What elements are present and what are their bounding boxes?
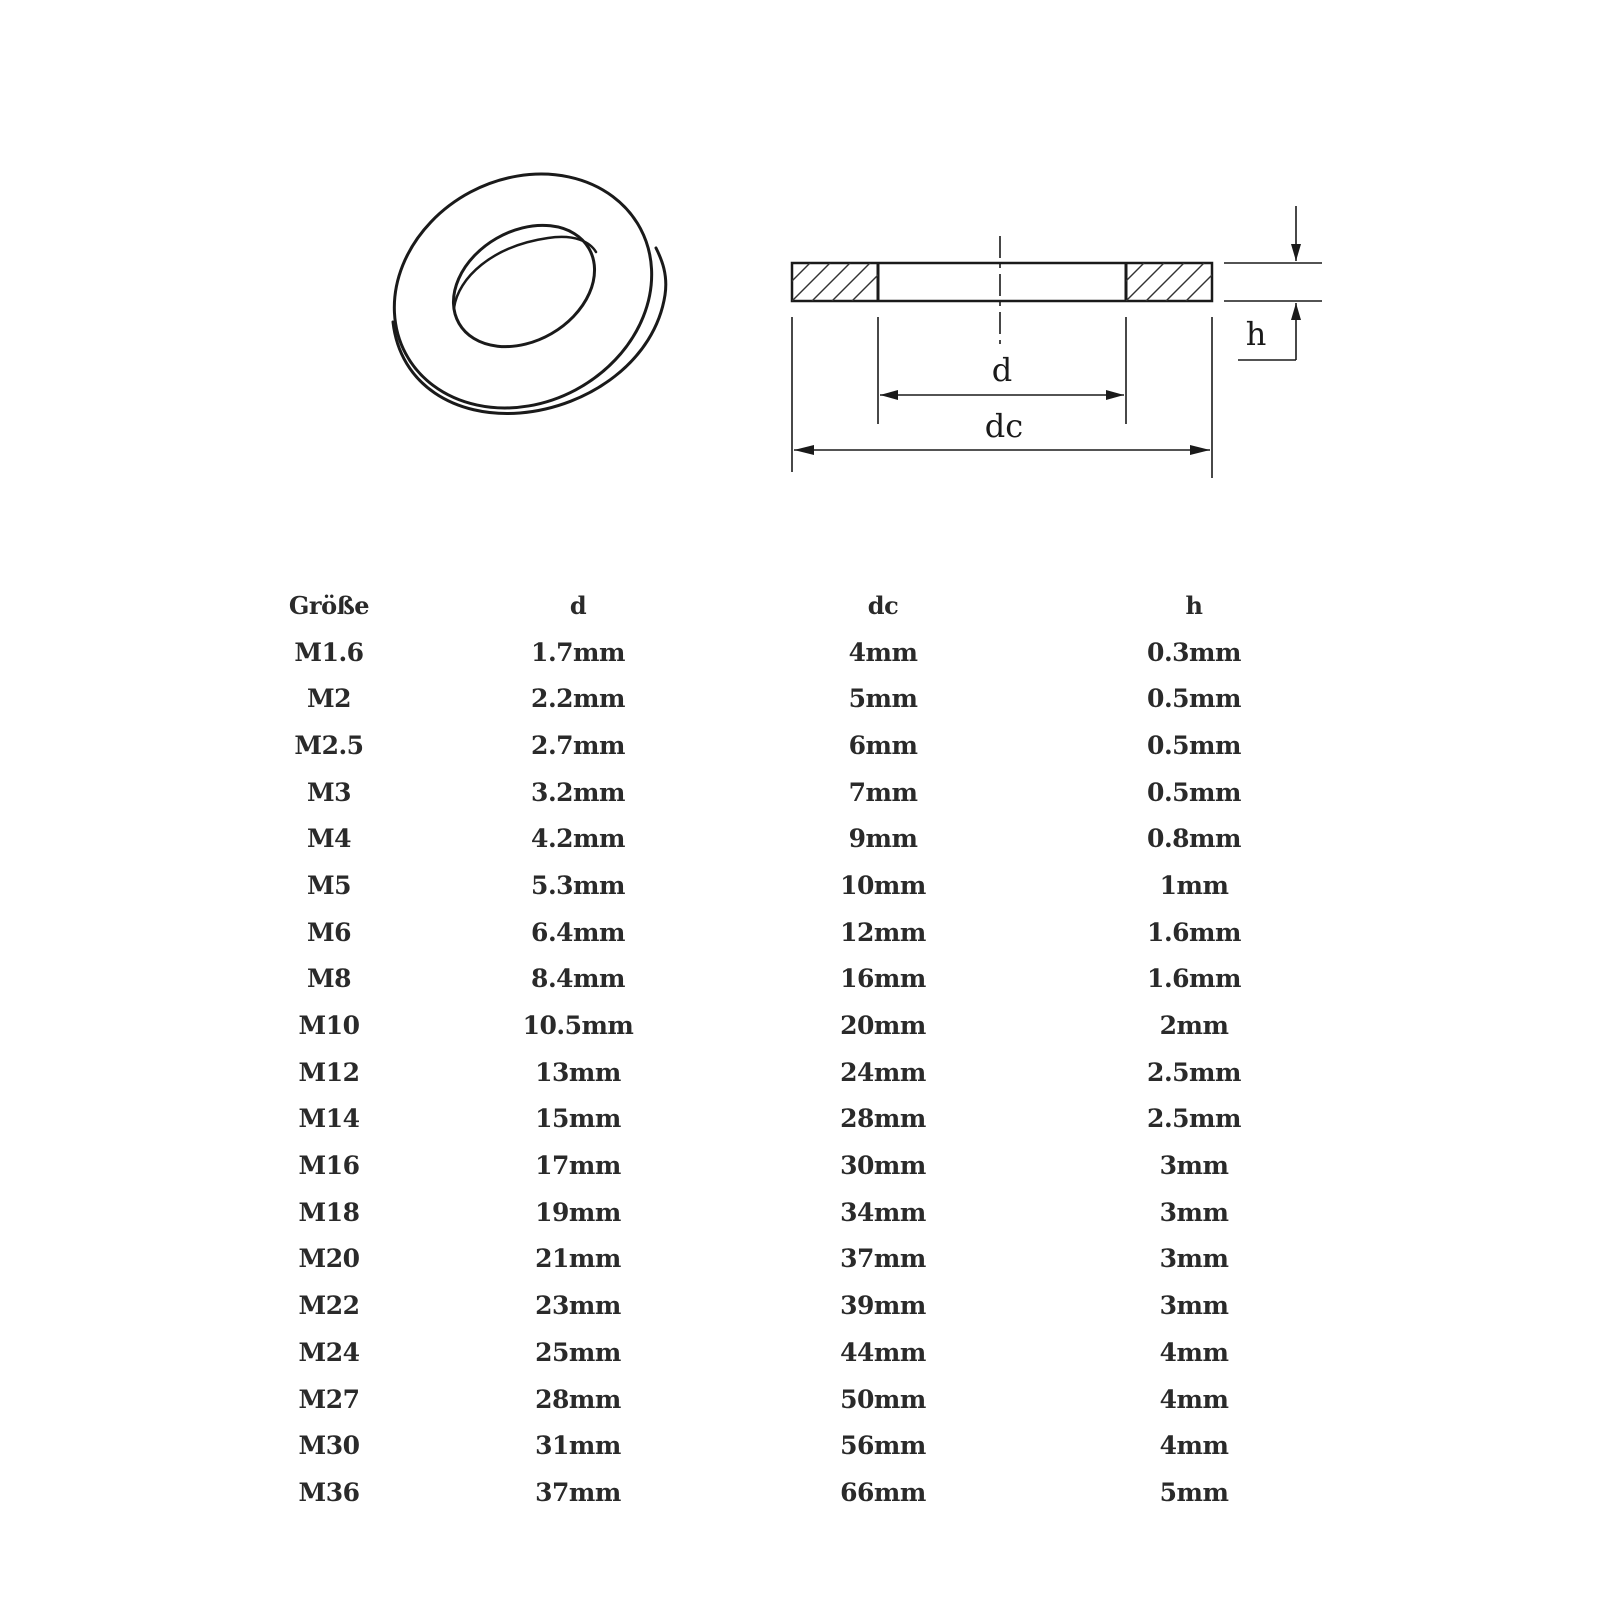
cell-dc: 56mm — [840, 1431, 926, 1461]
cell-size: M27 — [298, 1384, 360, 1414]
cell-d: 37mm — [535, 1477, 621, 1507]
cell-d: 25mm — [535, 1337, 621, 1367]
washer-size-table — [240, 582, 1360, 1516]
header-h: h — [1185, 590, 1203, 620]
cell-dc: 44mm — [840, 1337, 926, 1367]
cell-dc: 10mm — [840, 870, 926, 900]
washer-hole-rim — [432, 201, 617, 371]
cell-dc: 6mm — [848, 730, 918, 760]
cell-dc: 5mm — [848, 684, 918, 714]
cell-dc: 20mm — [840, 1011, 926, 1041]
cell-size: M4 — [306, 824, 352, 854]
cell-size: M12 — [298, 1057, 360, 1087]
cell-size: M30 — [298, 1431, 360, 1461]
table-row — [240, 956, 1360, 1003]
cell-size: M8 — [306, 964, 352, 994]
cell-d: 4.2mm — [531, 824, 625, 854]
cell-h: 3mm — [1159, 1291, 1229, 1321]
cell-dc: 4mm — [848, 637, 918, 667]
cell-dc: 24mm — [840, 1057, 926, 1087]
cell-d: 19mm — [535, 1197, 621, 1227]
washer-bottom-edge — [393, 248, 666, 413]
table-row — [240, 1282, 1360, 1329]
cell-size: M18 — [298, 1197, 360, 1227]
cell-size: M20 — [298, 1244, 360, 1274]
cell-dc: 50mm — [840, 1384, 926, 1414]
header-d: d — [569, 590, 587, 620]
washer-drawing — [0, 0, 1600, 560]
cell-size: M1.6 — [294, 637, 364, 667]
cell-size: M16 — [298, 1151, 360, 1181]
cell-d: 5.3mm — [531, 870, 625, 900]
cell-d: 17mm — [535, 1151, 621, 1181]
cell-dc: 30mm — [840, 1151, 926, 1181]
cell-d: 23mm — [535, 1291, 621, 1321]
cell-h: 2.5mm — [1147, 1057, 1241, 1087]
table-row — [240, 862, 1360, 909]
cell-d: 13mm — [535, 1057, 621, 1087]
table-row — [240, 1142, 1360, 1189]
cell-dc: 28mm — [840, 1104, 926, 1134]
cell-h: 1.6mm — [1147, 917, 1241, 947]
table-row — [240, 675, 1360, 722]
washer-perspective-view — [353, 130, 693, 453]
cell-h: 4mm — [1159, 1384, 1229, 1414]
cell-size: M36 — [298, 1477, 360, 1507]
arrow-dc-left — [794, 445, 814, 455]
cell-dc: 66mm — [840, 1477, 926, 1507]
cell-dc: 12mm — [840, 917, 926, 947]
table-header-row — [240, 582, 1360, 629]
cell-d: 6.4mm — [531, 917, 625, 947]
arrow-h-top — [1291, 244, 1301, 261]
cell-h: 3mm — [1159, 1244, 1229, 1274]
cell-size: M10 — [298, 1011, 360, 1041]
washer-outer-rim — [353, 130, 693, 453]
cell-h: 5mm — [1159, 1477, 1229, 1507]
table-row — [240, 1189, 1360, 1236]
arrow-d-right — [1106, 390, 1124, 400]
cell-dc: 39mm — [840, 1291, 926, 1321]
header-dc: dc — [867, 590, 899, 620]
cell-size: M6 — [306, 917, 352, 947]
cell-d: 15mm — [535, 1104, 621, 1134]
cell-h: 4mm — [1159, 1337, 1229, 1367]
cell-d: 31mm — [535, 1431, 621, 1461]
cell-d: 1.7mm — [531, 637, 625, 667]
cell-size: M2 — [306, 684, 352, 714]
cell-h: 4mm — [1159, 1431, 1229, 1461]
arrow-d-left — [880, 390, 898, 400]
table-row — [240, 769, 1360, 816]
cell-d: 3.2mm — [531, 777, 625, 807]
washer-hole-depth — [454, 237, 596, 308]
cell-dc: 16mm — [840, 964, 926, 994]
cell-dc: 37mm — [840, 1244, 926, 1274]
dimension-label-h: h — [1245, 315, 1267, 353]
header-size: Größe — [288, 590, 370, 620]
cell-d: 10.5mm — [522, 1011, 634, 1041]
cell-h: 3mm — [1159, 1151, 1229, 1181]
table-row — [240, 1049, 1360, 1096]
cell-h: 2mm — [1159, 1011, 1229, 1041]
table-row — [240, 1236, 1360, 1283]
table-row — [240, 1422, 1360, 1469]
cell-size: M3 — [306, 777, 352, 807]
arrow-h-bottom — [1291, 303, 1301, 320]
cell-h: 0.5mm — [1147, 777, 1241, 807]
table-row — [240, 722, 1360, 769]
cell-h: 0.5mm — [1147, 730, 1241, 760]
cell-h: 0.3mm — [1147, 637, 1241, 667]
table-row — [240, 629, 1360, 676]
cell-size: M22 — [298, 1291, 360, 1321]
cell-size: M14 — [298, 1104, 360, 1134]
cell-dc: 7mm — [848, 777, 918, 807]
cell-d: 2.2mm — [531, 684, 625, 714]
dimension-label-dc: dc — [984, 407, 1024, 445]
table-row — [240, 1376, 1360, 1423]
table-row — [240, 1469, 1360, 1516]
cell-h: 2.5mm — [1147, 1104, 1241, 1134]
cell-size: M2.5 — [294, 730, 364, 760]
cell-h: 0.8mm — [1147, 824, 1241, 854]
table-row — [240, 909, 1360, 956]
cell-h: 1.6mm — [1147, 964, 1241, 994]
section-hatch-left — [772, 263, 890, 301]
cell-h: 3mm — [1159, 1197, 1229, 1227]
cell-dc: 9mm — [848, 824, 918, 854]
washer-section-view — [772, 206, 1322, 478]
cell-d: 28mm — [535, 1384, 621, 1414]
table-row — [240, 1096, 1360, 1143]
cell-d: 21mm — [535, 1244, 621, 1274]
cell-d: 2.7mm — [531, 730, 625, 760]
table-row — [240, 1329, 1360, 1376]
cell-size: M24 — [298, 1337, 360, 1367]
section-hatch-right — [1106, 263, 1224, 301]
cell-size: M5 — [306, 870, 352, 900]
section-outline — [792, 263, 1212, 301]
table-row — [240, 1002, 1360, 1049]
cell-h: 0.5mm — [1147, 684, 1241, 714]
cell-d: 8.4mm — [531, 964, 625, 994]
cell-dc: 34mm — [840, 1197, 926, 1227]
arrow-dc-right — [1190, 445, 1210, 455]
table-row — [240, 815, 1360, 862]
cell-h: 1mm — [1159, 870, 1229, 900]
dimension-label-d: d — [991, 351, 1013, 389]
